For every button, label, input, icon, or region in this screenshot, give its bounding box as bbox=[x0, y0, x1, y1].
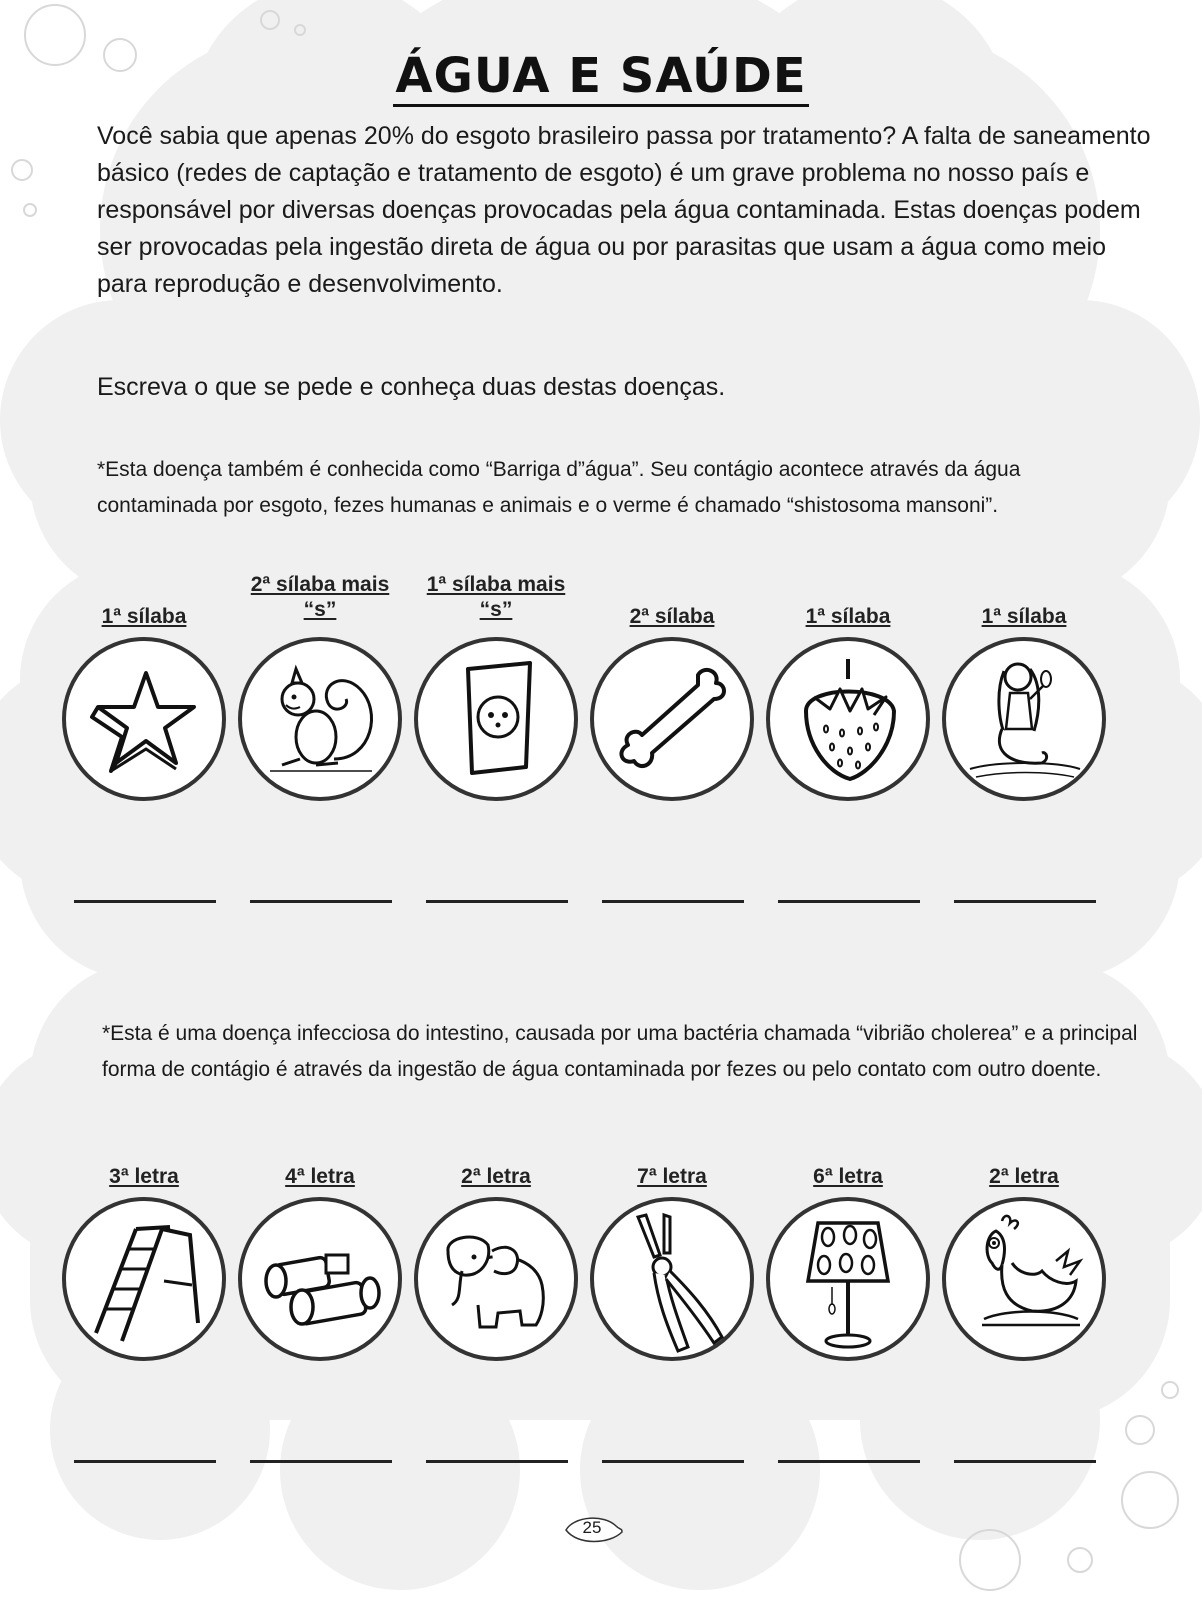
picture-circle bbox=[590, 1197, 754, 1361]
squirrel-icon bbox=[242, 641, 398, 797]
bone-icon bbox=[594, 641, 750, 797]
row1-label-2: 2ª sílaba mais “s” bbox=[250, 573, 390, 621]
row1-label-1: 1ª sílaba bbox=[101, 605, 187, 628]
answer-blank[interactable] bbox=[954, 900, 1096, 903]
elephant-icon bbox=[418, 1201, 574, 1357]
answer-blank[interactable] bbox=[74, 900, 216, 903]
pliers-icon bbox=[594, 1201, 750, 1357]
outlet-icon bbox=[418, 641, 574, 797]
row1-label-3: 1ª sílaba mais “s” bbox=[426, 573, 566, 621]
answer-blank[interactable] bbox=[778, 900, 920, 903]
mermaid-icon bbox=[946, 641, 1102, 797]
lamp-icon bbox=[770, 1201, 926, 1357]
picture-circle bbox=[62, 1197, 226, 1361]
picture-circle bbox=[414, 1197, 578, 1361]
answer-blank[interactable] bbox=[602, 900, 744, 903]
picture-circle bbox=[766, 1197, 930, 1361]
answer-blank[interactable] bbox=[778, 1460, 920, 1463]
row2-label-5: 6ª letra bbox=[813, 1165, 883, 1188]
picture-circle bbox=[766, 637, 930, 801]
row2-label-6: 2ª letra bbox=[989, 1165, 1059, 1188]
row2-label-4: 7ª letra bbox=[637, 1165, 707, 1188]
answer-blank[interactable] bbox=[954, 1460, 1096, 1463]
clue-text-2: *Esta é uma doença infecciosa do intestino, causada por uma bactéria chamada “vibrião cholerea” e a principal forma de contágio é através da ingestão de água contaminada por fezes ou pelo contato com outro doente. bbox=[102, 1022, 1138, 1081]
hen-icon bbox=[946, 1201, 1102, 1357]
picture-circle bbox=[62, 637, 226, 801]
strawberry-icon bbox=[770, 641, 926, 797]
row1-label-5: 1ª sílaba bbox=[805, 605, 891, 628]
binoculars-icon bbox=[242, 1201, 398, 1357]
picture-circle bbox=[590, 637, 754, 801]
answer-blank[interactable] bbox=[602, 1460, 744, 1463]
picture-circle bbox=[238, 637, 402, 801]
row2-label-1: 3ª letra bbox=[109, 1165, 179, 1188]
clue-text-1: *Esta doença também é conhecida como “Barriga d”água”. Seu contágio acontece através da água contaminada por esgoto, fezes humanas e animais e o verme é chamado “shistosoma mansoni”. bbox=[97, 458, 1021, 517]
row1-label-6: 1ª sílaba bbox=[981, 605, 1067, 628]
star-icon bbox=[66, 641, 222, 797]
answer-blank[interactable] bbox=[426, 900, 568, 903]
row2-label-2: 4ª letra bbox=[285, 1165, 355, 1188]
intro-paragraph: Você sabia que apenas 20% do esgoto brasileiro passa por tratamento? A falta de saneamento básico (redes de captação e tratamento de esgoto) é um grave problema no nosso país e responsável por diversas doenças provocadas pela água contaminada. Estas doenças podem ser provocadas pela ingestão direta de água ou por parasitas que usam a água como meio para reprodução e desenvolvimento. bbox=[97, 122, 1151, 298]
row1-label-4: 2ª sílaba bbox=[629, 605, 715, 628]
instruction-text: Escreva o que se pede e conheça duas destas doenças. bbox=[97, 373, 726, 401]
page-title: ÁGUA E SAÚDE bbox=[0, 46, 1202, 106]
ladder-icon bbox=[66, 1201, 222, 1357]
picture-circle bbox=[238, 1197, 402, 1361]
picture-circle bbox=[942, 1197, 1106, 1361]
answer-blank[interactable] bbox=[250, 1460, 392, 1463]
answer-blank[interactable] bbox=[426, 1460, 568, 1463]
page-number: 25 bbox=[560, 1508, 624, 1548]
answer-blank[interactable] bbox=[74, 1460, 216, 1463]
picture-circle bbox=[414, 637, 578, 801]
picture-circle bbox=[942, 637, 1106, 801]
answer-blank[interactable] bbox=[250, 900, 392, 903]
row2-label-3: 2ª letra bbox=[461, 1165, 531, 1188]
